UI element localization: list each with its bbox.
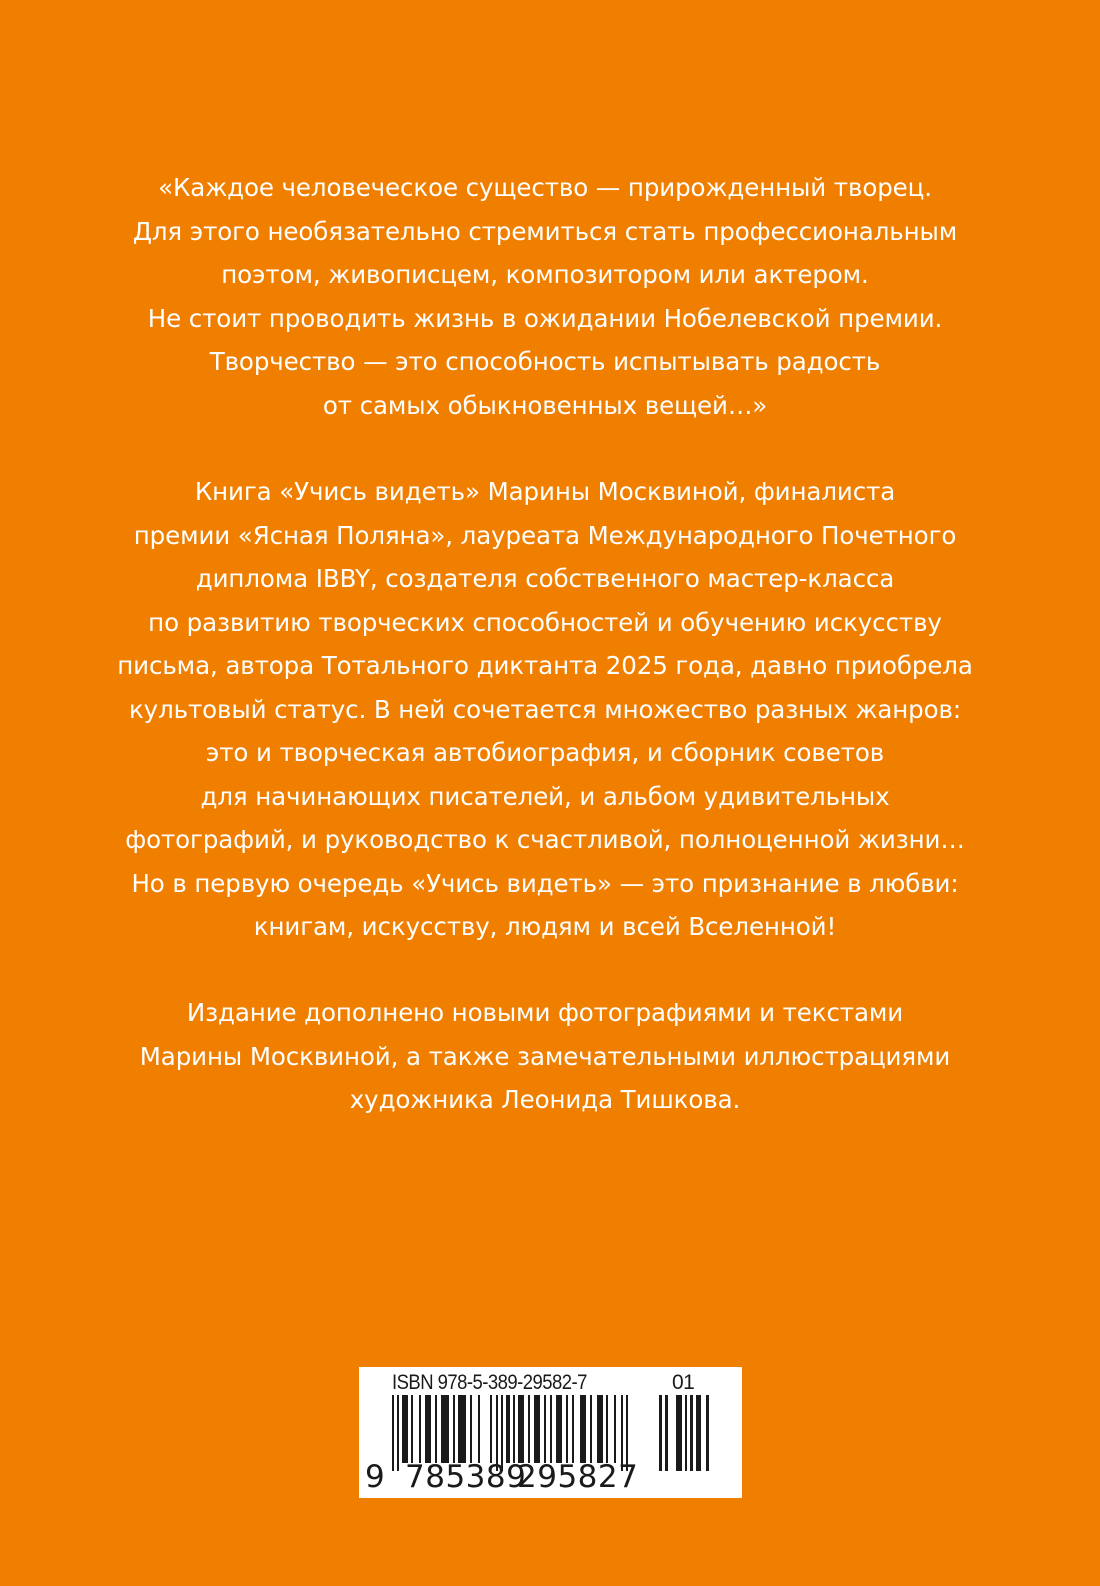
- barcode-right-digits: 295827: [517, 1459, 639, 1495]
- quote-line: поэтом, живописцем, композитором или актером.: [221, 260, 869, 289]
- edition-note-line: художника Леонида Тишкова.: [349, 1085, 741, 1114]
- isbn-barcode: [359, 1367, 742, 1498]
- description-line: диплома IBBY, создателя собственного мастер-класса: [195, 564, 895, 593]
- edition-note-paragraph: [40, 991, 1050, 1122]
- quote-paragraph: [40, 166, 1050, 427]
- quote-line: от самых обыкновенных вещей…»: [322, 390, 768, 420]
- description-paragraph: [40, 470, 1050, 949]
- description-line: книгам, искусству, людям и всей Вселенной!: [253, 912, 837, 941]
- barcode-addon-label: 01: [672, 1371, 695, 1394]
- description-line: по развитию творческих способностей и обучению искусству: [148, 607, 942, 637]
- description-line: это и творческая автобиография, и сборник советов: [205, 738, 885, 767]
- edition-note-line: Издание дополнено новыми фотографиями и текстами: [186, 998, 904, 1027]
- description-line: Но в первую очередь «Учись видеть» — это признание в любви:: [131, 868, 959, 898]
- description-line: для начинающих писателей, и альбом удивительных: [200, 781, 890, 811]
- description-line: Книга «Учись видеть» Марины Москвиной, финалиста: [194, 477, 896, 506]
- barcode-addon-bars-icon: [659, 1395, 711, 1471]
- quote-line: «Каждое человеческое существо — прирожденный творец.: [158, 173, 932, 202]
- isbn-label: ISBN 978-5-389-29582-7: [392, 1371, 587, 1394]
- quote-line: Творчество — это способность испытывать радость: [209, 347, 881, 376]
- description-line: премии «Ясная Поляна», лауреата Международного Почетного: [133, 520, 957, 550]
- barcode-lead-digit: 9: [365, 1459, 385, 1495]
- quote-line: Не стоит проводить жизнь в ожидании Нобелевской премии.: [147, 303, 943, 333]
- description-line: письма, автора Тотального диктанта 2025 года, давно приобрела: [117, 651, 973, 680]
- description-line: фотографий, и руководство к счастливой, полноценной жизни…: [125, 825, 965, 854]
- barcode-left-digits: 785389: [405, 1459, 527, 1495]
- description-line: культовый статус. В ней сочетается множество разных жанров:: [128, 694, 962, 724]
- edition-note-line: Марины Москвиной, а также замечательными иллюстрациями: [139, 1041, 951, 1071]
- quote-line: Для этого необязательно стремиться стать профессиональным: [132, 216, 958, 246]
